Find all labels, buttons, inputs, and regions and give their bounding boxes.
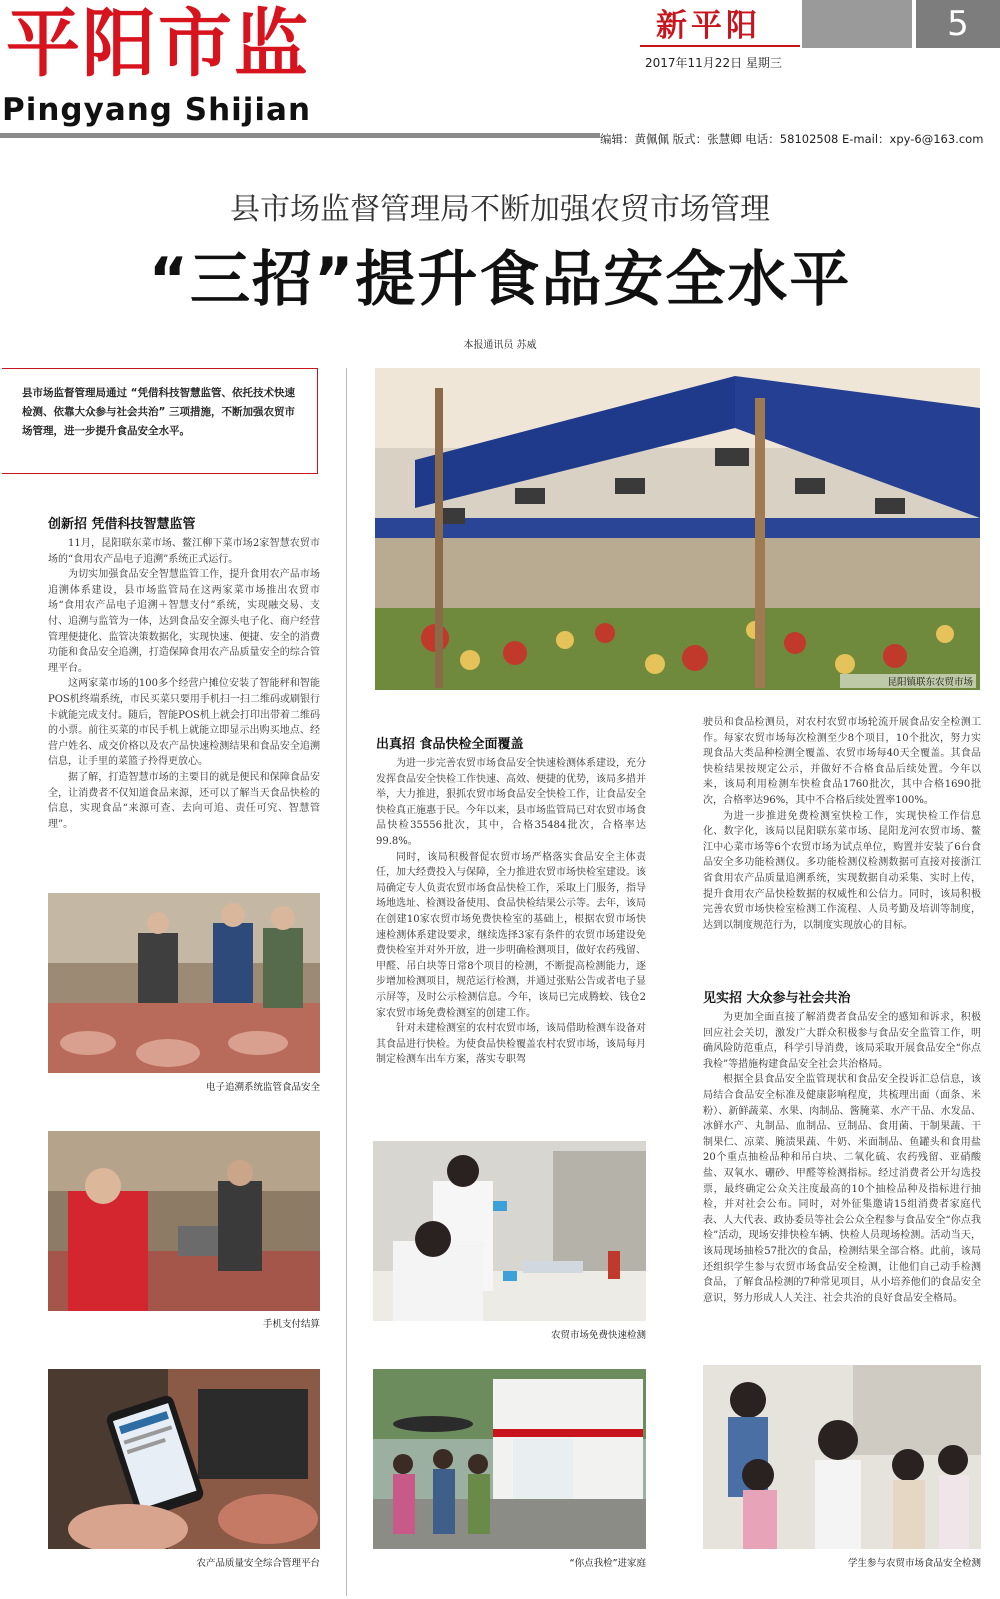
section-innovation — [48, 513, 320, 832]
masthead-pinyin: Pingyang Shijian — [2, 92, 312, 128]
paragraph: 驶员和食品检测员，对农村农贸市场轮流开展食品安全检测工作。每家农贸市场每次检测至少8个项目，10个批次，努力实现食品大类品种检测全覆盖、农贸市场每40天全覆盖。其食品快检结果按规定公示，并做好不合格食品后续处置。今年以来，该局利用检测车快检食品1760批次，其中合格1690批次，合格率达96%，其中不合格后续处置率100%。 — [703, 717, 981, 806]
photo-caption: 农贸市场免费快速检测 — [550, 1330, 646, 1341]
section-body — [703, 715, 981, 933]
quality-platform-image — [48, 1369, 320, 1549]
article-subhead: 县市场监督管理局不断加强农贸市场管理 — [230, 192, 770, 227]
quality-platform-photo — [48, 1369, 320, 1549]
section-body — [703, 1010, 981, 1306]
header-gray-block — [802, 0, 912, 48]
section-fast-testing — [376, 733, 646, 1068]
free-testing-photo — [373, 1141, 646, 1321]
section-heading: 出真招 食品快检全面覆盖 — [376, 737, 524, 752]
masthead-title: 平阳市监 — [6, 1, 310, 87]
paragraph: 为切实加强食品安全智慧监管工作，提升食用农产品市场追溯体系建设，县市场监管局在这两家菜市场推出农贸市场“食用农产品电子追溯＋智慧支付”系统，实现融交易、支付、追溯与监管为一体，达到食品安全源头电子化、商户经营管理便捷化、监管决策数据化，实现快速、便捷、安全的消费功能和食品安全追溯，打造保障食用农产品质量安全的综合管理平台。 — [48, 569, 320, 674]
masthead-divider — [0, 133, 600, 138]
logo-underline — [640, 45, 800, 47]
you-point-we-test-image — [373, 1369, 646, 1549]
photo-caption: 电子追溯系统监管食品安全 — [205, 1082, 320, 1093]
mobile-payment-photo — [48, 1131, 320, 1311]
paragraph: 根据全县食品安全监管现状和食品安全投诉汇总信息，该局结合食品安全标准及健康影响程度，共梳理出面（面条、米粉）、新鲜蔬菜、水果、肉制品、酱腌菜、水产干品、水发品、冰鲜水产、丸制品、血制品、豆制品、食用菌、干制果蔬、干制果仁、凉菜、腌渍果蔬、牛奶、米面制品、鱼罐头和食用盐20个重点抽检品种和吊白块、二氧化硫、农药残留、亚硝酸盐、双氧水、硼砂、甲醛等检测指标。经过消费者公开勾选投票，最终确定公众关注度最高的10个抽检品种及指标进行抽检，并对社会公布。同时，对外征集邀请15组消费者家庭代表、人大代表、政协委员等社会公众全程参与食品安全“你点我检”活动，现场安排快检车辆、快检人员现场检测。活动当天，该局现场抽检57批次的食品，检测结果全部合格。此前，该局还组织学生参与农贸市场食品安全检测，让他们自己动手检测食品，了解食品检测的7种常见项目，从小培养他们的食品安全意识，努力形成人人关注、社会共治的良好食品安全格局。 — [703, 1074, 981, 1304]
students-testing-image — [703, 1365, 981, 1549]
paragraph: 11月，昆阳联东菜市场、鳌江柳下菜市场2家智慧农贸市场的“食用农产品电子追溯”系统正式运行。 — [48, 538, 320, 565]
photo-caption: 手机支付结算 — [262, 1319, 320, 1330]
issue-date: 2017年11月22日 星期三 — [645, 56, 782, 70]
paragraph: 据了解，打造智慧市场的主要目的就是便民和保障食品安全，让消费者不仅知道食品来源，还可以了解当天食品快检的信息，实现食品“来源可查、去向可追、责任可究、智慧管理”。 — [48, 771, 320, 830]
photo-caption: “你点我检”进家庭 — [569, 1558, 646, 1569]
page-number: 5 — [916, 0, 1000, 48]
students-testing-photo — [703, 1365, 981, 1549]
section-heading: 见实招 大众参与社会共治 — [703, 991, 851, 1006]
photo-caption: 农产品质量安全综合管理平台 — [196, 1558, 320, 1569]
free-testing-image — [373, 1141, 646, 1321]
paragraph: 针对未建检测室的农村农贸市场，该局借助检测车设备对其食品进行快检。为使食品快检覆盖农村农贸市场，该局每月制定检测车出车方案，落实专职驾 — [376, 1023, 646, 1066]
trace-supervision-photo — [48, 893, 320, 1073]
article-byline: 本报通讯员 苏威 — [463, 340, 537, 351]
article-headline: “三招”提升食品安全水平 — [148, 245, 852, 315]
newspaper-logo: 新平阳 — [656, 8, 761, 44]
paragraph: 这两家菜市场的100多个经营户摊位安装了智能秤和智能POS机终端系统，市民买菜只要用手机扫一扫二维码或刷银行卡就能完成支付。随后，智能POS机上就会打印出带着二维码的小票。前往买菜的市民手机上就能立即显示出购买地点、经营户姓名、成交价格以及农产品快速检测结果和食品安全追溯信息，让手里的菜篮子拎得更放心。 — [48, 678, 320, 768]
you-point-we-test-photo — [373, 1369, 646, 1549]
section-body — [48, 536, 320, 832]
column-divider — [346, 368, 347, 1596]
market-hall-photo — [375, 368, 980, 690]
paragraph: 为进一步推进免费检测室快检工作，实现快检工作信息化、数字化，该局以昆阳联东菜市场、昆阳龙河农贸市场、鳌江中心菜市场等6个农贸市场为试点单位，购置并安装了6台食品安全多功能检测仪。多功能检测仪检测数据可直接对接浙江省食用农产品质量追溯系统，实现数据自动采集、实时上传，提升食用农产品快检数据的权威性和公信力。同时，该局积极完善农贸市场快检室检测工作流程、人员考勤及培训等制度，达到以制度规范行为，以制度实现放心的目标。 — [703, 810, 981, 931]
section-heading: 创新招 凭借科技智慧监管 — [48, 517, 196, 532]
section-body — [376, 756, 646, 1068]
section-public-participation — [703, 987, 981, 1306]
photo-caption: 学生参与农贸市场食品安全检测 — [847, 1558, 981, 1569]
trace-supervision-image — [48, 893, 320, 1073]
paragraph: 同时，该局积极督促农贸市场严格落实食品安全主体责任，加大经费投入与保障，全力推进农贸市场快检室建设。该局确定专人负责农贸市场食品快检工作，采取上门服务，指导场地选址、检测设备使用、食品快检结果公示等。去年，该局在创建10家农贸市场免费快检室的基础上，根据农贸市场快速检测体系建设要求，继续选择3家有条件的农贸市场建设免费快检室并对外开放，进一步明确检测项目，做好农药残留、甲醛、吊白块等日常8个项目的检测，不断提高检测能力，逐步增加检测项目，规范运行检测，并通过张贴公告或者电子显示屏等，及时公示检测信息。今年，该局已完成腾蛟、钱仓2家农贸市场免费检测室的创建工作。 — [376, 851, 646, 1019]
lead-box — [2, 368, 318, 474]
paragraph: 为进一步完善农贸市场食品安全快速检测体系建设，充分发挥食品安全快检工作快速、高效、便捷的优势，该局多措并举，大力推进，狠抓农贸市场食品安全快检工作，让食品安全快检真正施惠于民。今年以来，县市场监管局已对农贸市场食品快检35556批次，其中，合格35484批次，合格率达99.8%。 — [376, 758, 646, 847]
editor-credits: 编辑：黄佩佩 版式：张慧卿 电话：58102508 E-mail：xpy-6@163.com — [600, 132, 984, 146]
section-fast-testing-continued — [703, 715, 981, 933]
mobile-payment-image — [48, 1131, 320, 1311]
paragraph: 为更加全面直接了解消费者食品安全的感知和诉求，积极回应社会关切，激发广大群众积极参与食品安全监管工作，明确风险防范重点，科学引导消费，该局采取开展食品安全“你点我检”等措施构建食品安全社会共治格局。 — [703, 1012, 981, 1070]
market-hall-image — [375, 368, 980, 690]
lead-text: 县市场监督管理局通过 “凭借科技智慧监管、依托技术快速检测、依靠大众参与社会共治” 三项措施，不断加强农贸市场管理，进一步提升食品安全水平。 — [22, 387, 296, 437]
photo-caption: 昆阳镇联东农贸市场 — [840, 674, 976, 688]
